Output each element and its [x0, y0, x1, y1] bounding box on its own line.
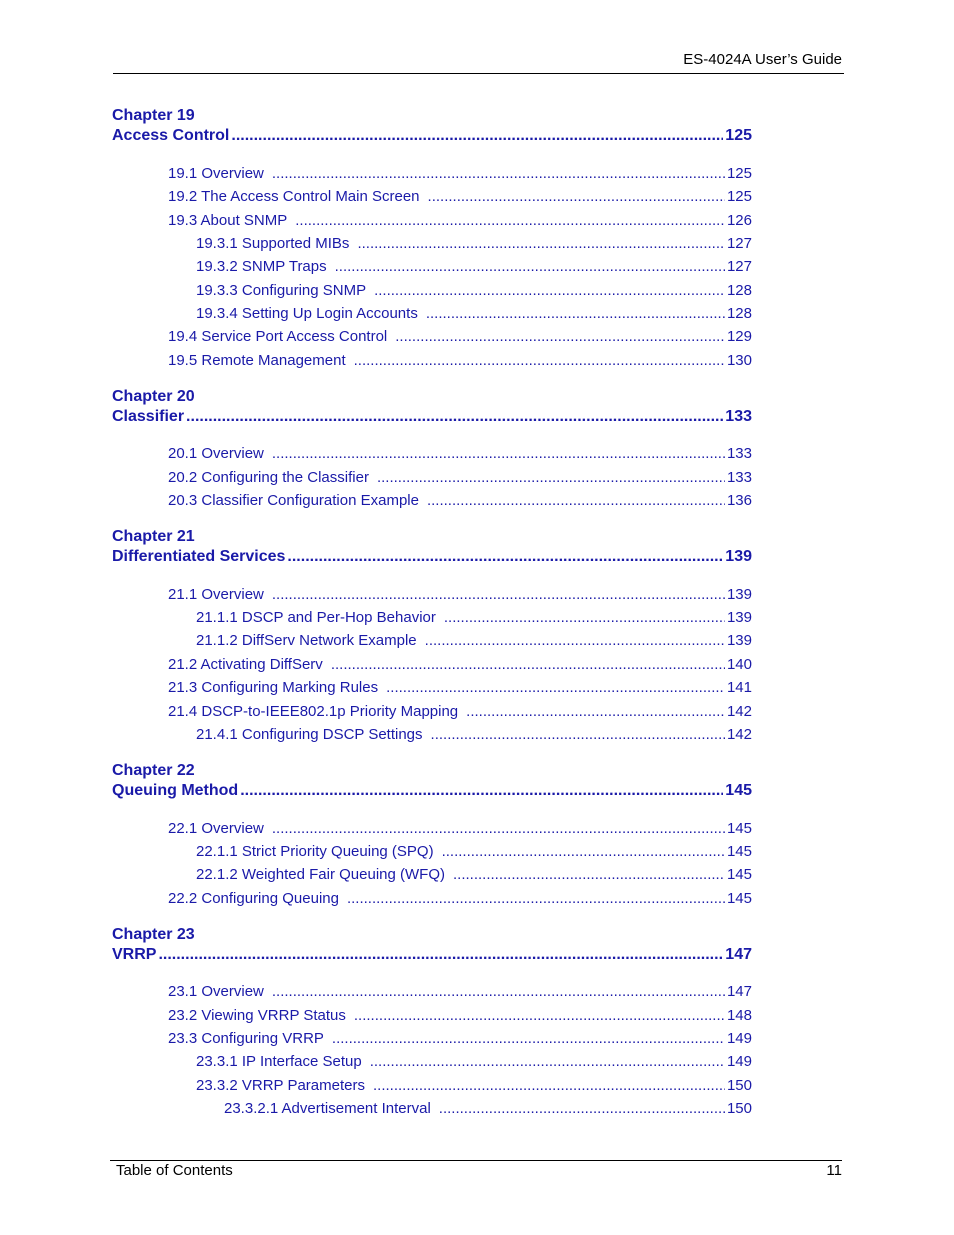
page-number: 125 [725, 127, 752, 144]
page-number: 147 [726, 983, 752, 1000]
entry-label: 20.3 Classifier Configuration Example [168, 492, 419, 509]
chapter-label: Chapter 20 [112, 388, 195, 405]
entry-label: 23.3.2.1 Advertisement Interval [224, 1100, 431, 1117]
entry-label: 21.1.2 DiffServ Network Example [196, 632, 417, 649]
footer-rule [110, 1160, 842, 1161]
entry-label: 23.3.1 IP Interface Setup [196, 1053, 362, 1070]
page-number: 139 [725, 548, 752, 565]
header-rule [113, 73, 844, 74]
page-number: 139 [726, 632, 752, 649]
footer-page-number: 11 [826, 1162, 842, 1179]
toc-entry[interactable] [196, 1053, 752, 1070]
entry-label: 19.3.2 SNMP Traps [196, 258, 327, 275]
page-number: 142 [726, 703, 752, 720]
page-number: 133 [726, 445, 752, 462]
toc-entry[interactable] [168, 469, 752, 486]
toc-chapter-link[interactable] [112, 408, 752, 426]
toc-entry[interactable] [168, 820, 752, 837]
toc-entry[interactable] [168, 165, 752, 182]
page-number: 149 [726, 1053, 752, 1070]
toc-entry[interactable] [196, 843, 752, 860]
page-number: 150 [726, 1100, 752, 1117]
entry-label: 22.1.1 Strict Priority Queuing (SPQ) [196, 843, 434, 860]
chapter-label: Chapter 19 [112, 107, 195, 124]
toc-entry[interactable] [196, 258, 752, 275]
entry-label: 19.3.3 Configuring SNMP [196, 282, 367, 299]
page-number: 145 [726, 843, 752, 860]
chapter-title: Differentiated Services [112, 548, 286, 565]
toc-entry[interactable] [196, 866, 752, 883]
page-number: 149 [726, 1030, 752, 1047]
entry-label: 23.2 Viewing VRRP Status [168, 1007, 346, 1024]
chapter-label: Chapter 22 [112, 762, 195, 779]
entry-label: 21.4.1 Configuring DSCP Settings [196, 726, 423, 743]
page-number: 136 [726, 492, 752, 509]
toc-entry[interactable] [168, 328, 752, 345]
toc-entry[interactable] [168, 890, 752, 907]
toc-entry[interactable] [168, 586, 752, 603]
entry-label: 23.3 Configuring VRRP [168, 1030, 324, 1047]
toc-chapter-link[interactable] [112, 946, 752, 964]
chapter-title: Access Control [112, 127, 230, 144]
entry-label: 22.1.2 Weighted Fair Queuing (WFQ) [196, 866, 445, 883]
entry-label: 19.4 Service Port Access Control [168, 328, 388, 345]
page-number: 145 [726, 820, 752, 837]
toc-entry[interactable] [196, 632, 752, 649]
entry-label: 19.3.1 Supported MIBs [196, 235, 350, 252]
toc-entry[interactable] [168, 703, 752, 720]
entry-label: 21.4 DSCP-to-IEEE802.1p Priority Mapping [168, 703, 459, 720]
chapter-title: VRRP [112, 946, 157, 963]
page-number: 128 [726, 282, 752, 299]
page-number: 133 [725, 408, 752, 425]
entry-label: 22.2 Configuring Queuing [168, 890, 339, 907]
entry-label: 21.2 Activating DiffServ [168, 656, 323, 673]
toc-entry[interactable] [168, 492, 752, 509]
toc-chapter-link[interactable] [112, 548, 752, 566]
page-number: 139 [726, 609, 752, 626]
toc-entry[interactable] [168, 212, 752, 229]
page-number: 130 [726, 352, 752, 369]
page-number: 145 [725, 782, 752, 799]
entry-label: 23.3.2 VRRP Parameters [196, 1077, 365, 1094]
entry-label: 23.1 Overview [168, 983, 264, 1000]
chapter-label: Chapter 23 [112, 926, 195, 943]
chapter-label: Chapter 21 [112, 528, 195, 545]
page-number: 140 [726, 656, 752, 673]
toc-entry[interactable] [168, 1007, 752, 1024]
entry-label: 19.3 About SNMP [168, 212, 288, 229]
toc-chapter-link[interactable] [112, 127, 752, 145]
toc-entry[interactable] [196, 282, 752, 299]
toc-entry[interactable] [196, 609, 752, 626]
toc-entry[interactable] [168, 656, 752, 673]
toc-entry[interactable] [168, 679, 752, 696]
toc-entry[interactable] [168, 1030, 752, 1047]
page-number: 125 [726, 188, 752, 205]
toc-entry[interactable] [196, 726, 752, 743]
toc-entry[interactable] [196, 1077, 752, 1094]
toc-entry[interactable] [224, 1100, 752, 1117]
entry-label: 19.2 The Access Control Main Screen [168, 188, 420, 205]
page-number: 145 [726, 866, 752, 883]
page-number: 128 [726, 305, 752, 322]
page-number: 141 [726, 679, 752, 696]
page-number: 126 [726, 212, 752, 229]
page-number: 139 [726, 586, 752, 603]
chapter-title: Classifier [112, 408, 185, 425]
toc-entry[interactable] [196, 305, 752, 322]
page-number: 127 [726, 235, 752, 252]
toc-entry[interactable] [168, 352, 752, 369]
page-number: 133 [726, 469, 752, 486]
page-number: 142 [726, 726, 752, 743]
page-number: 125 [726, 165, 752, 182]
footer-section: Table of Contents [116, 1162, 233, 1179]
entry-label: 20.1 Overview [168, 445, 264, 462]
page-number: 129 [726, 328, 752, 345]
entry-label: 19.5 Remote Management [168, 352, 346, 369]
toc-entry[interactable] [196, 235, 752, 252]
entry-label: 19.3.4 Setting Up Login Accounts [196, 305, 418, 322]
entry-label: 21.3 Configuring Marking Rules [168, 679, 379, 696]
entry-label: 21.1 Overview [168, 586, 264, 603]
entry-label: 21.1.1 DSCP and Per-Hop Behavior [196, 609, 436, 626]
toc-entry[interactable] [168, 188, 752, 205]
page-header-title: ES-4024A User’s Guide [683, 51, 842, 68]
page-number: 148 [726, 1007, 752, 1024]
page-number: 150 [726, 1077, 752, 1094]
page-number: 147 [725, 946, 752, 963]
toc-entry[interactable] [168, 983, 752, 1000]
chapter-title: Queuing Method [112, 782, 239, 799]
entry-label: 22.1 Overview [168, 820, 264, 837]
page-number: 127 [726, 258, 752, 275]
toc-chapter-link[interactable] [112, 782, 752, 800]
page-number: 145 [726, 890, 752, 907]
entry-label: 20.2 Configuring the Classifier [168, 469, 369, 486]
entry-label: 19.1 Overview [168, 165, 264, 182]
toc-entry[interactable] [168, 445, 752, 462]
